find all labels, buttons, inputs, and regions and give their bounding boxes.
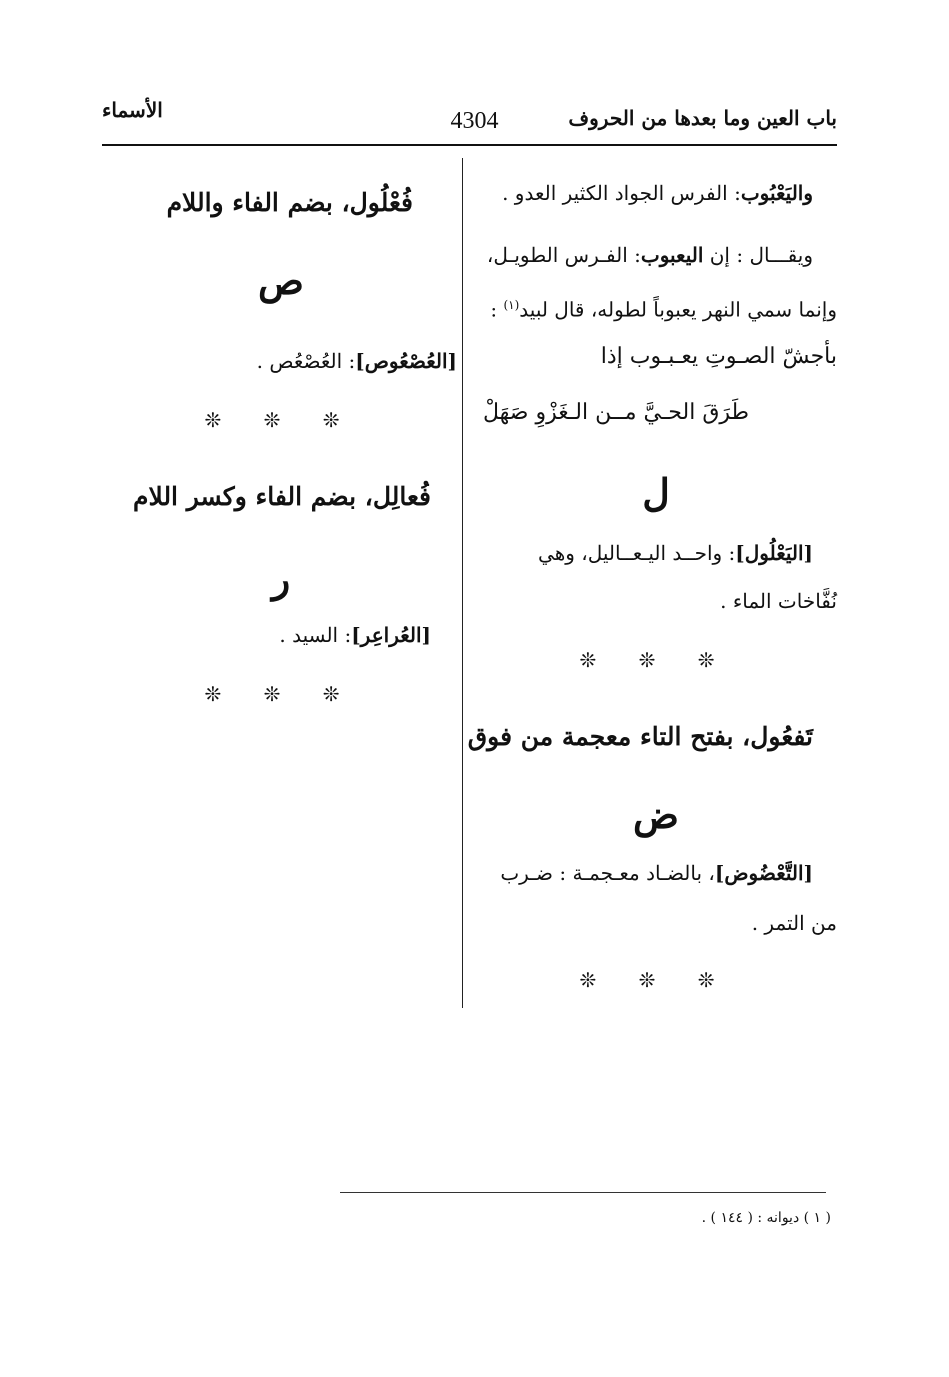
section-separator: ❊ ❊ ❊	[579, 648, 733, 672]
definition: : الفرس الجواد الكثير العدو .	[502, 181, 741, 205]
section-heading: فُعالِل، بضم الفاء وكسر اللام	[133, 482, 431, 511]
headword: واليَعْبُوب	[740, 181, 813, 205]
definition: ، بالضـاد معـجمـة : ضـرب	[500, 861, 715, 885]
entry-uraair	[105, 618, 431, 652]
page-number: 4304	[450, 108, 499, 134]
section-letter: ر	[271, 556, 291, 601]
section-separator: ❊ ❊ ❊	[204, 408, 358, 432]
definition: : السيد .	[279, 623, 352, 647]
column-divider	[462, 158, 463, 1008]
running-head-chapter: باب العين وما بعدها من الحروف	[568, 106, 837, 130]
section-letter: ل	[642, 470, 670, 515]
entry-yaalul-line2: نُفَّاخات الماء .	[720, 589, 837, 613]
entry-line	[475, 288, 837, 327]
entry-line	[475, 238, 837, 272]
headword: اليعبوب	[640, 243, 704, 267]
entry-tadud-line2: من التمر .	[751, 911, 837, 935]
verse-hemistich-2: طَرَقَ الحـيَّ مــن الـغَزْوِ صَهَلْ	[483, 400, 750, 425]
section-heading: فُعْلُول، بضم الفاء واللام	[166, 188, 413, 217]
headword: [العُصْعُوص]	[355, 349, 457, 373]
entry-usus	[105, 344, 457, 378]
entry-yaabub	[475, 176, 813, 210]
headword: [التَّعْضُوض]	[714, 861, 813, 885]
verse-hemistich-1: بأجشّ الصـوتِ يعـبـوب إذا	[600, 344, 837, 369]
footnote-reference: (١)	[503, 298, 520, 312]
footnote: ( ١ ) ديوانه : ( ١٤٤ ) .	[701, 1210, 831, 1226]
section-separator: ❊ ❊ ❊	[204, 682, 358, 706]
footnote-rule	[340, 1192, 826, 1193]
section-letter: ض	[633, 792, 679, 837]
headword: [اليَعْلُول]	[735, 541, 813, 565]
entry-yaalul	[475, 536, 813, 570]
entry-tadud	[475, 856, 813, 890]
left-column	[105, 0, 457, 1020]
text-segment: ويقـــال : إن	[703, 243, 813, 267]
text-segment: وإنما سمي النهر يعبوباً لطوله، قال لبيد	[519, 297, 837, 322]
text-segment: :	[490, 297, 504, 322]
text-segment: : الفـرس الطويـل،	[486, 243, 641, 267]
headword: [العُراعِر]	[351, 623, 431, 647]
definition: : واحــد اليـعــاليل، وهي	[538, 541, 736, 565]
section-separator: ❊ ❊ ❊	[579, 968, 733, 992]
definition: : العُصْعُص .	[256, 349, 356, 373]
entry-yaabub-2	[475, 238, 837, 327]
section-letter: ص	[258, 258, 304, 303]
section-heading: تَفعُول، بفتح التاء معجمة من فوق	[467, 722, 813, 751]
entry-line	[475, 536, 813, 570]
running-head-section: الأسماء	[102, 98, 163, 122]
